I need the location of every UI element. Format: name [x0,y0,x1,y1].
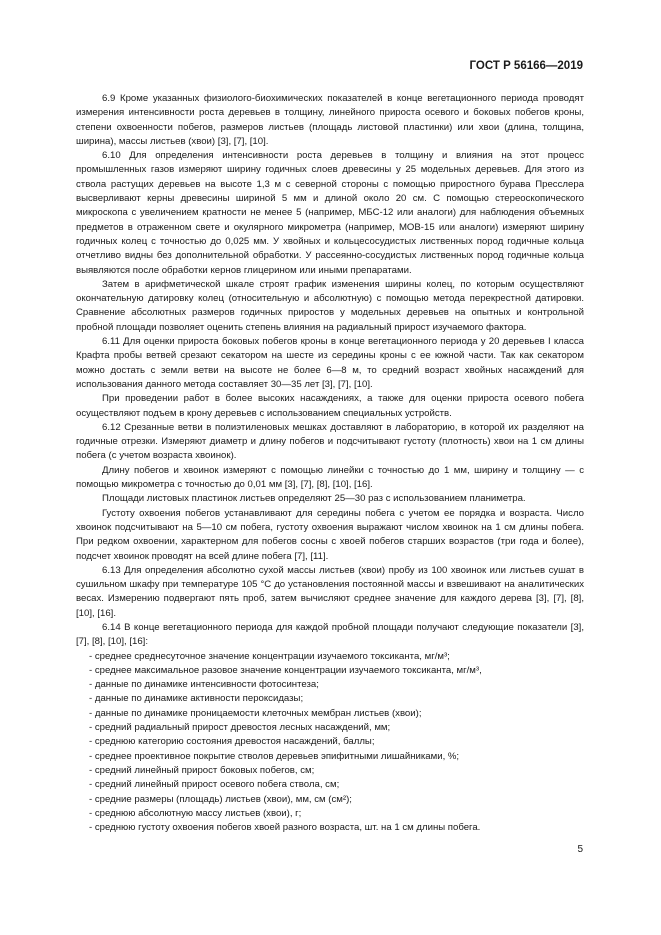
paragraph-6-14: 6.14 В конце вегетационного периода для каждой пробной площади получают следующие показатели [3], [7], [8], [10], [16]: [76,621,584,648]
list-item: - среднюю категорию состояния древостоя насаждений, баллы; [89,736,375,748]
list-item: - средние размеры (площадь) листьев (хвои), мм, см (см²); [89,793,352,805]
paragraph-6-9: 6.9 Кроме указанных физиолого-биохимических показателей в конце вегетационного периода проводят измерения интенсивности роста деревьев в толщину, линейного прироста осевого и боковых побегов кроны, степени охвоенности побегов, размеров листьев (площадь листовой пластинки) или хвои (длина, толщина, ширина), массы листьев (хвои) [3], [7], [10]. [76,93,584,147]
paragraph-6-13: 6.13 Для определения абсолютно сухой массы листьев (хвои) пробу из 100 хвоинок или листьев сушат в сушильном шкафу при температуре 105 °С до установления постоянной массы и взвешивают на аналитических весах. Измерению подвергают пять проб, затем вычисляют среднее значение для каждого дерева [3], [7], [8], [10], [16]. [76,564,584,619]
list-item: - данные по динамике проницаемости клеточных мембран листьев (хвои); [89,707,422,719]
paragraph-6-12-area: Площади листовых пластинок листьев определяют 25—30 раз с использованием планиметра. [102,493,526,505]
list-item: - средний радиальный прирост древостоя лесных насаждений, мм; [89,722,391,734]
paragraph-6-12: 6.12 Срезанные ветви в полиэтиленовых мешках доставляют в лабораторию, в которой их разделяют на годичные отрезки. Измеряют диаметр и длину побегов и подсчитывают густоту (плотность) хвои на 1 см длины побега (с учетом возраста хвоинок). [76,421,584,462]
list-item: - среднюю абсолютную массу листьев (хвои), г; [89,807,302,819]
list-item: - данные по динамике активности пероксидазы; [89,693,304,705]
list-item: - средний линейный прирост осевого побега ствола, см; [89,779,340,791]
list-item: - средний линейный прирост боковых побегов, см; [89,764,315,776]
paragraph-6-11: 6.11 Для оценки прироста боковых побегов кроны в конце вегетационного периода у 20 деревьев I класса Крафта пробы ветвей срезают секатором на шесте из середины кроны с ее южной части. Так как секатором можно достать с земли ветви на высоте не более 6—8 м, то средний возраст хвойных насаждений для использования данного метода составляет 30—35 лет [3], [7], [10]. [76,336,584,390]
list-item: - среднее проективное покрытие стволов деревьев эпифитными лишайниками, %; [89,750,460,762]
paragraph-6-12-density: Густоту охвоения побегов устанавливают для середины побега с учетом ее порядка и возраста. Число хвоинок подсчитывают на 5—10 см побега, густоту охвоения выражают числом хвоинок на 1 см длины побега. При редком охвоении, характерном для побегов сосны с хвоей побегов старших возрастов (три года и более), подсчет хвоинок проводят на всей длине побега [7], [11]. [76,507,584,562]
list-item: - данные по динамике интенсивности фотосинтеза; [89,679,319,691]
paragraph-6-12-length: Длину побегов и хвоинок измеряют с помощью линейки с точностью до 1 мм, ширину и толщину — с помощью микрометра с точностью до 0,01 мм [3], [7], [8], [10], [16]. [76,464,584,491]
indicator-list [76,650,584,836]
list-item: - среднее максимальное разовое значение концентрации изучаемого токсиканта, мг/м³, [89,664,482,676]
paragraph-6-10-cont: Затем в арифметической шкале строят график изменения ширины колец, по которым осуществляют окончательную датировку колец (относительную и абсолютную) с помощью метода перекрестной датировки. Сравнение абсолютных размеров годичных приростов у модельных деревьев на опытных и контрольной пробной площади позволяет оценить степень влияния на радиальный прирост изучаемого фактора. [76,278,584,333]
paragraph-6-10: 6.10 Для определения интенсивности роста деревьев в толщину и влияния на этот процесс промышленных газов измеряют ширину годичных слоев древесины у 25 модельных деревьев. Для этого из ствола растущих деревьев на высоте 1,3 м с северной стороны с помощью приростного бурава Пресслера высверливают керны древесины шириной 5 мм и длиной около 20 см. С помощью стереоскопического микроскопа с увеличением кратности не менее 5 (например, МБС-12 или аналоги) для наблюдения объемных предметов в отраженном свете и окулярного микрометра (например, МОВ-15 или аналоги) измеряют ширину годичных колец с точностью до 0,025 мм. У хвойных и кольцесосудистых лиственных пород годичные кольца отчетливо видны без дополнительной обработки. У рассеянно-сосудистых лиственных пород годичные кольца выявляются после обработки кернов глицерином или иными препаратами. [76,150,584,276]
list-item: - среднее среднесуточное значение концентрации изучаемого токсиканта, мг/м³; [89,650,450,662]
list-item: - среднюю густоту охвоения побегов хвоей разного возраста, шт. на 1 см длины побега. [89,822,481,834]
document-body [76,92,584,835]
document-id: ГОСТ Р 56166—2019 [469,60,583,72]
page-number: 5 [577,844,583,855]
paragraph-6-11-cont: При проведении работ в более высоких насаждениях, а также для оценки прироста осевого побега осуществляют подъем в крону деревьев с использованием специальных устройств. [76,393,584,419]
